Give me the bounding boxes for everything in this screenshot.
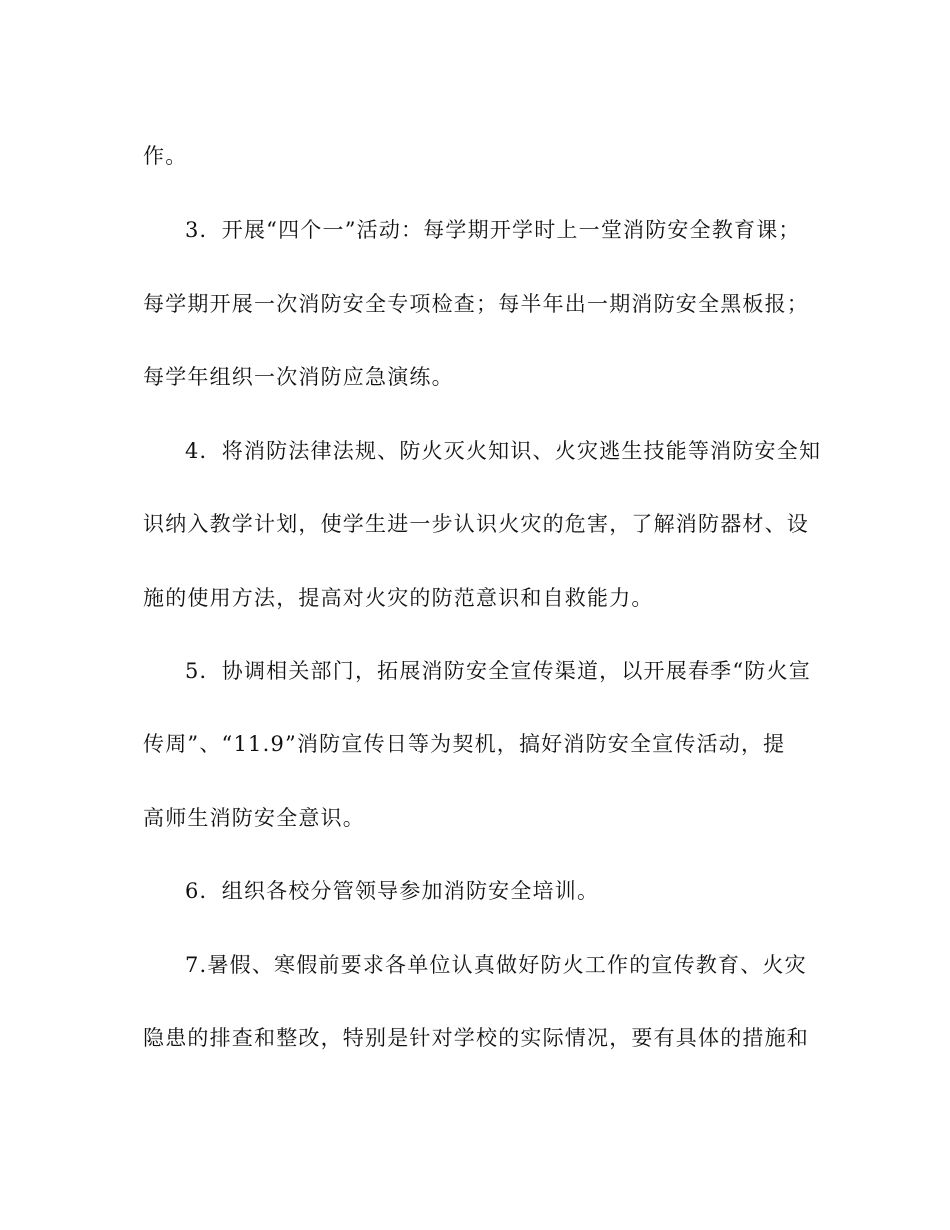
text-line: 识纳入教学计划，使学生进一步认识火灾的危害，了解消防器材、设 xyxy=(143,512,809,536)
paragraph-7-start: 7.暑假、寒假前要求各单位认真做好防火工作的宣传教育、火灾 xyxy=(185,953,807,977)
paragraph-5-start: 5．协调相关部门，拓展消防安全宣传渠道，以开展春季“防火宣 xyxy=(185,659,811,683)
text-line: 作。 xyxy=(143,144,188,168)
text-line: 每学年组织一次消防应急演练。 xyxy=(143,365,454,389)
text-line: 高师生消防安全意识。 xyxy=(143,806,365,830)
paragraph-6-start: 6．组织各校分管领导参加消防安全培训。 xyxy=(185,879,600,903)
text-line: 每学期开展一次消防安全专项检查；每半年出一期消防安全黑板报； xyxy=(143,292,809,316)
text-line: 施的使用方法，提高对火灾的防范意识和自救能力。 xyxy=(143,586,654,610)
text-line: 传周”、“11.9”消防宣传日等为契机，搞好消防安全宣传活动，提 xyxy=(143,732,786,756)
paragraph-3-start: 3．开展“四个一”活动：每学期开学时上一堂消防安全教育课； xyxy=(185,218,801,242)
text-line: 隐患的排查和整改，特别是针对学校的实际情况，要有具体的措施和 xyxy=(143,1026,809,1050)
paragraph-4-start: 4．将消防法律法规、防火灭火知识、火灾逃生技能等消防安全知 xyxy=(185,439,822,463)
